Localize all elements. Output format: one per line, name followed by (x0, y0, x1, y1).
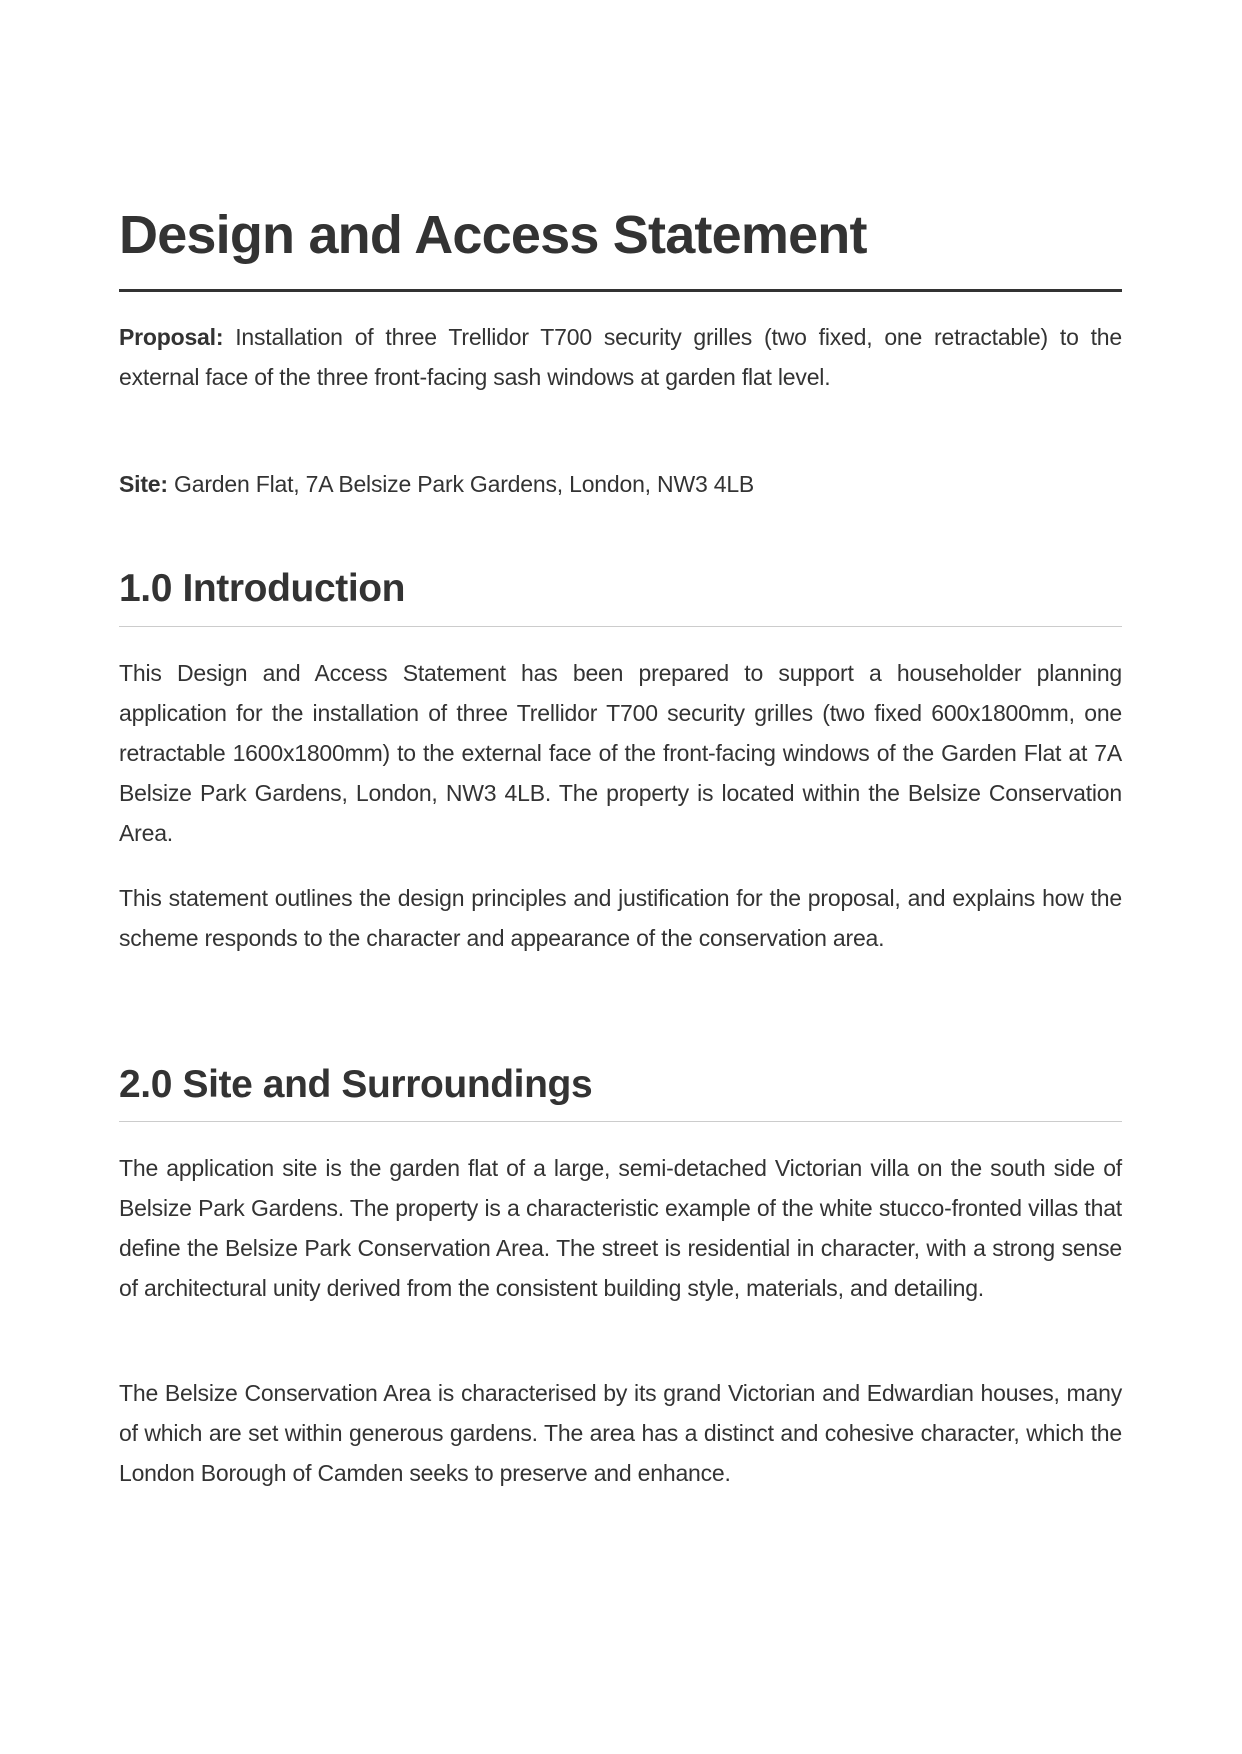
proposal-text: Installation of three Trellidor T700 security grilles (two fixed, one retractable) to the external face of the three front-facing sash windows at garden flat level. (119, 324, 1122, 390)
site-paragraph-2: The Belsize Conservation Area is characterised by its grand Victorian and Edwardian houses, many of which are set within generous gardens. The area has a distinct and cohesive character, which the London Borough of Camden seeks to preserve and enhance. (119, 1380, 1122, 1486)
proposal-label: Proposal: (119, 324, 224, 350)
title-divider (119, 289, 1122, 292)
section-heading-site: 2.0 Site and Surroundings (119, 1063, 593, 1106)
section-heading-introduction: 1.0 Introduction (119, 567, 406, 610)
site-label: Site: (119, 471, 168, 497)
intro-paragraph-2: This statement outlines the design principles and justification for the proposal, and explains how the scheme responds to the character and appearance of the conservation area. (119, 885, 1122, 951)
intro-paragraph-1: This Design and Access Statement has been prepared to support a householder planning application for the installation of three Trellidor T700 security grilles (two fixed 600x1800mm, one retractable 1600x1800mm) to the external face of the front-facing windows of the Garden Flat at 7A Belsize Park Gardens, London, NW3 4LB. The property is located within the Belsize Conservation Area. (119, 660, 1122, 846)
proposal-paragraph (119, 317, 1122, 397)
section-divider (119, 626, 1122, 627)
site-paragraph-1: The application site is the garden flat of a large, semi-detached Victorian villa on the south side of Belsize Park Gardens. The property is a characteristic example of the white stucco-fronted villas that define the Belsize Park Conservation Area. The street is residential in character, with a strong sense of architectural unity derived from the consistent building style, materials, and detailing. (119, 1155, 1122, 1301)
section-divider (119, 1121, 1122, 1122)
site-paragraph (119, 464, 1122, 504)
site-text: Garden Flat, 7A Belsize Park Gardens, London, NW3 4LB (167, 471, 755, 497)
document-title: Design and Access Statement (119, 205, 867, 265)
